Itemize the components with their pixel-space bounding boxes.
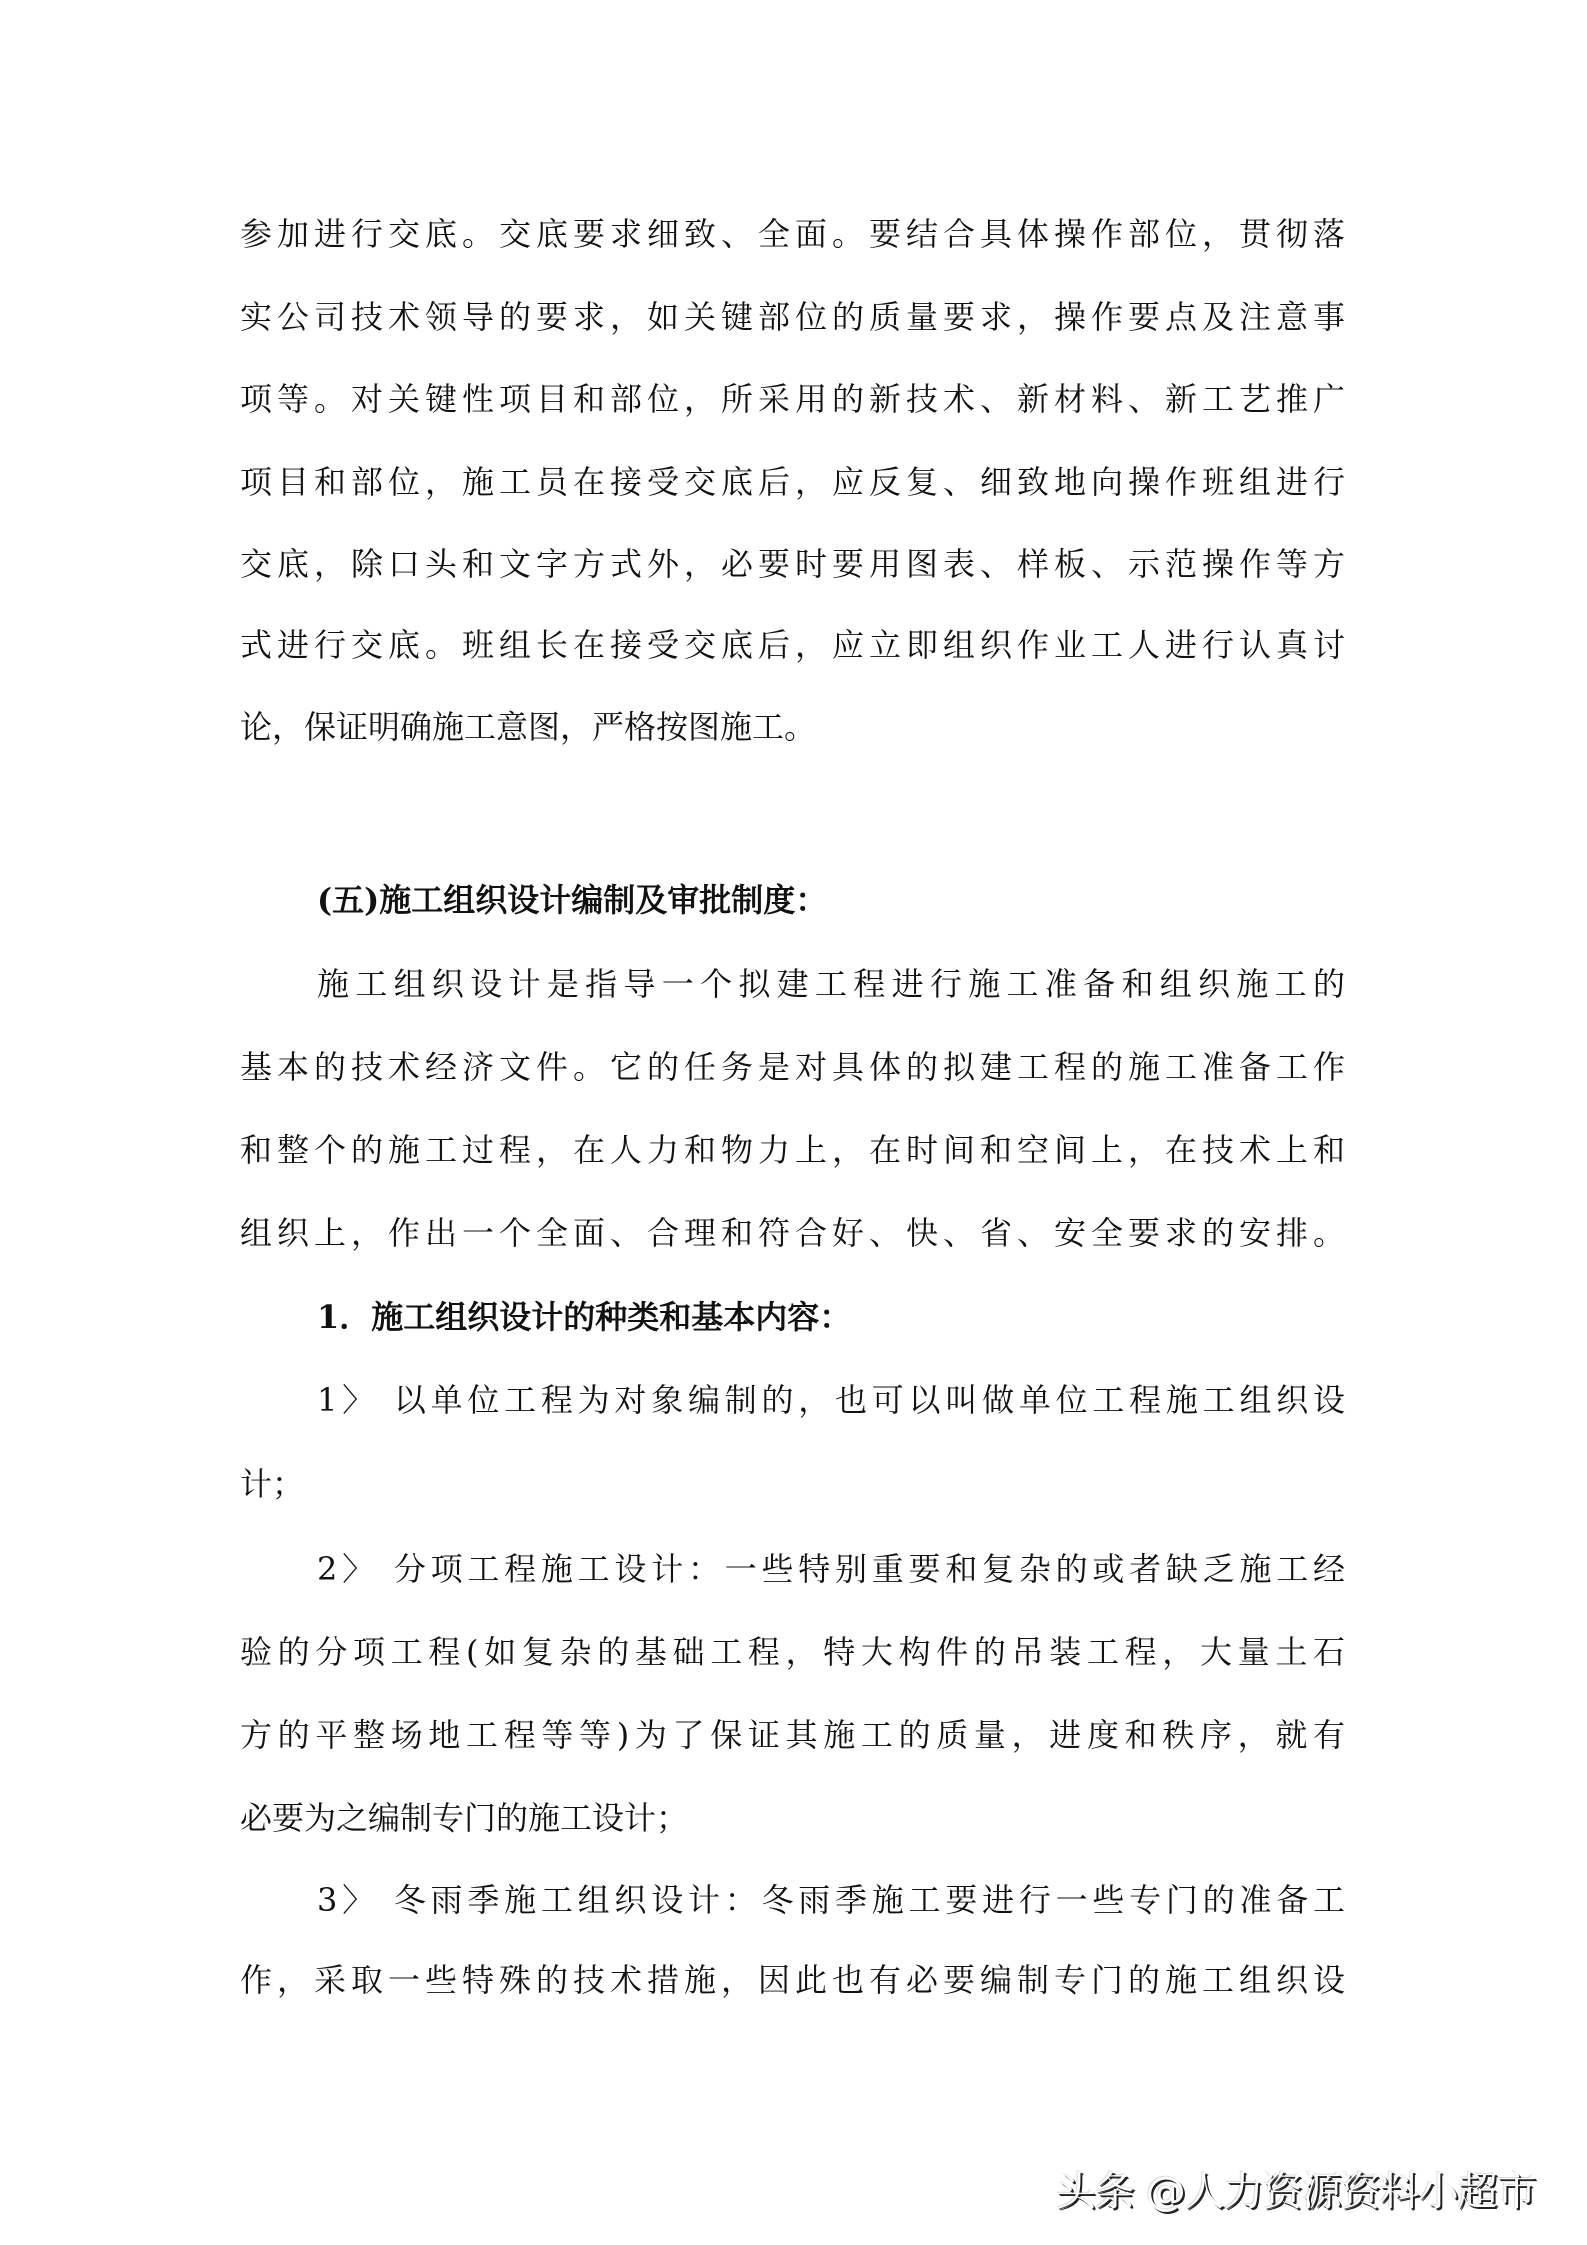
text-line: 项目和部位，施工员在接受交底后，应反复、细致地向操作班组进行 <box>240 463 1345 501</box>
text-line: 参加进行交底。交底要求细致、全面。要结合具体操作部位，贯彻落 <box>240 215 1345 253</box>
text-line: 施工组织设计是指导一个拟建工程进行施工准备和组织施工的 <box>317 965 1345 1003</box>
text-line: 1〉 以单位工程为对象编制的，也可以叫做单位工程施工组织设 <box>317 1381 1345 1419</box>
text-line: 作，采取一些特殊的技术措施，因此也有必要编制专门的施工组织设 <box>240 1961 1345 1999</box>
text-line: 交底，除口头和文字方式外，必要时要用图表、样板、示范操作等方 <box>240 545 1345 583</box>
text-line: 式进行交底。班组长在接受交底后，应立即组织作业工人进行认真讨 <box>240 626 1345 664</box>
text-line: 和整个的施工过程，在人力和物力上，在时间和空间上，在技术上和 <box>240 1131 1345 1169</box>
text-line: 基本的技术经济文件。它的任务是对具体的拟建工程的施工准备工作 <box>240 1048 1345 1086</box>
subheading: 1．施工组织设计的种类和基本内容： <box>317 1298 852 1336</box>
text-line: 方的平整场地工程等等)为了保证其施工的质量，进度和秩序，就有 <box>240 1716 1345 1754</box>
text-line: 实公司技术领导的要求，如关键部位的质量要求，操作要点及注意事 <box>240 298 1345 336</box>
text-line: 2〉 分项工程施工设计：一些特别重要和复杂的或者缺乏施工经 <box>317 1550 1345 1588</box>
text-line: 3〉 冬雨季施工组织设计：冬雨季施工要进行一些专门的准备工 <box>317 1881 1345 1919</box>
text-line: 论，保证明确施工意图，严格按图施工。 <box>240 708 817 746</box>
section-heading: (五)施工组织设计编制及审批制度： <box>317 881 828 919</box>
text-line: 验的分项工程(如复杂的基础工程，特大构件的吊装工程，大量土石 <box>240 1633 1345 1671</box>
text-line: 计； <box>240 1465 305 1503</box>
text-line: 必要为之编制专门的施工设计； <box>240 1799 689 1837</box>
text-line: 组织上，作出一个全面、合理和符合好、快、省、安全要求的安排。 <box>240 1214 1345 1252</box>
text-line: 项等。对关键性项目和部位，所采用的新技术、新材料、新工艺推广 <box>240 380 1345 418</box>
watermark: 头条 @人力资源资料小超市 <box>1056 2169 1536 2215</box>
